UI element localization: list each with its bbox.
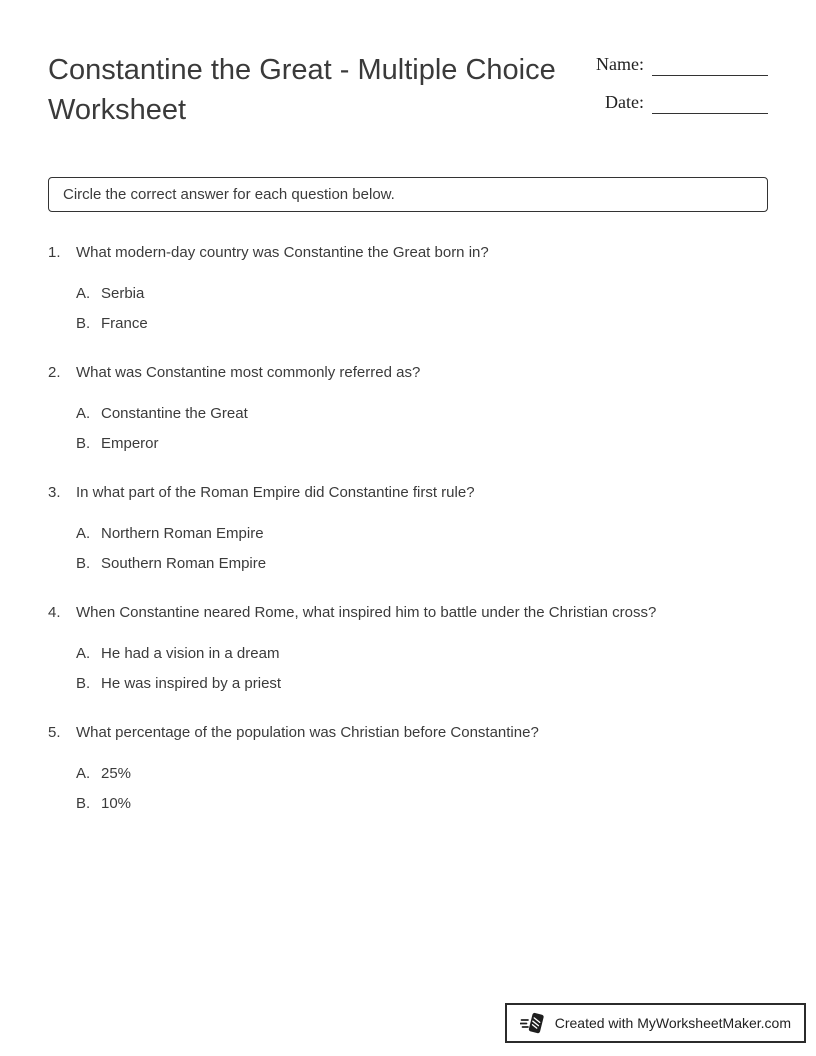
option-letter: B. — [76, 675, 91, 692]
option-text: Serbia — [101, 285, 145, 302]
option-letter: B. — [76, 315, 91, 332]
option-text: Emperor — [101, 435, 159, 452]
option-row[interactable] — [76, 553, 768, 574]
question-row — [48, 602, 768, 623]
name-write-in-line[interactable] — [652, 52, 768, 76]
option-letter: B. — [76, 795, 91, 812]
page-title: Constantine the Great - Multiple Choice Worksheet — [48, 54, 556, 126]
footer-badge[interactable] — [505, 1003, 806, 1043]
question-number: 5. — [48, 724, 61, 741]
question-text: When Constantine neared Rome, what inspired him to battle under the Christian cross? — [76, 604, 657, 621]
options-list — [48, 763, 768, 814]
option-text: Constantine the Great — [101, 405, 248, 422]
instructions-text: Circle the correct answer for each question below. — [63, 186, 395, 203]
question-item — [48, 482, 768, 574]
option-letter: A. — [76, 765, 91, 782]
question-item — [48, 722, 768, 814]
option-text: 10% — [101, 795, 132, 812]
name-date-block — [596, 50, 768, 128]
worksheet-header — [48, 50, 768, 130]
option-row[interactable] — [76, 523, 768, 544]
option-letter: A. — [76, 525, 91, 542]
questions-list — [48, 242, 768, 842]
question-row — [48, 362, 768, 383]
question-text: What percentage of the population was Christian before Constantine? — [76, 724, 539, 741]
question-row — [48, 722, 768, 743]
option-text: Southern Roman Empire — [101, 555, 267, 572]
option-row[interactable] — [76, 793, 768, 814]
instructions-box — [48, 177, 768, 212]
date-row — [596, 90, 768, 114]
question-item — [48, 362, 768, 454]
option-letter: A. — [76, 405, 91, 422]
date-write-in-line[interactable] — [652, 90, 768, 114]
option-row[interactable] — [76, 433, 768, 454]
option-text: Northern Roman Empire — [101, 525, 264, 542]
question-number: 3. — [48, 484, 61, 501]
name-label: Name: — [596, 54, 644, 74]
option-row[interactable] — [76, 403, 768, 424]
question-text: What was Constantine most commonly referred as? — [76, 364, 421, 381]
question-text: In what part of the Roman Empire did Constantine first rule? — [76, 484, 475, 501]
option-row[interactable] — [76, 763, 768, 784]
question-number: 2. — [48, 364, 61, 381]
question-row — [48, 482, 768, 503]
question-number: 4. — [48, 604, 61, 621]
footer-text: Created with MyWorksheetMaker.com — [554, 1015, 791, 1031]
options-list — [48, 643, 768, 694]
options-list — [48, 283, 768, 334]
option-text: He was inspired by a priest — [101, 675, 282, 692]
name-row — [596, 52, 768, 76]
option-text: He had a vision in a dream — [101, 645, 280, 662]
question-text: What modern-day country was Constantine the Great born in? — [76, 244, 489, 261]
date-label: Date: — [605, 92, 644, 112]
option-row[interactable] — [76, 673, 768, 694]
option-row[interactable] — [76, 313, 768, 334]
question-item — [48, 602, 768, 694]
option-letter: A. — [76, 285, 91, 302]
option-row[interactable] — [76, 283, 768, 304]
options-list — [48, 403, 768, 454]
option-text: 25% — [101, 765, 132, 782]
option-text: France — [101, 315, 148, 332]
question-row — [48, 242, 768, 263]
option-letter: B. — [76, 435, 91, 452]
options-list — [48, 523, 768, 574]
option-letter: A. — [76, 645, 91, 662]
question-item — [48, 242, 768, 334]
question-number: 1. — [48, 244, 61, 261]
option-row[interactable] — [76, 643, 768, 664]
option-letter: B. — [76, 555, 91, 572]
flying-worksheet-icon — [520, 1010, 546, 1036]
